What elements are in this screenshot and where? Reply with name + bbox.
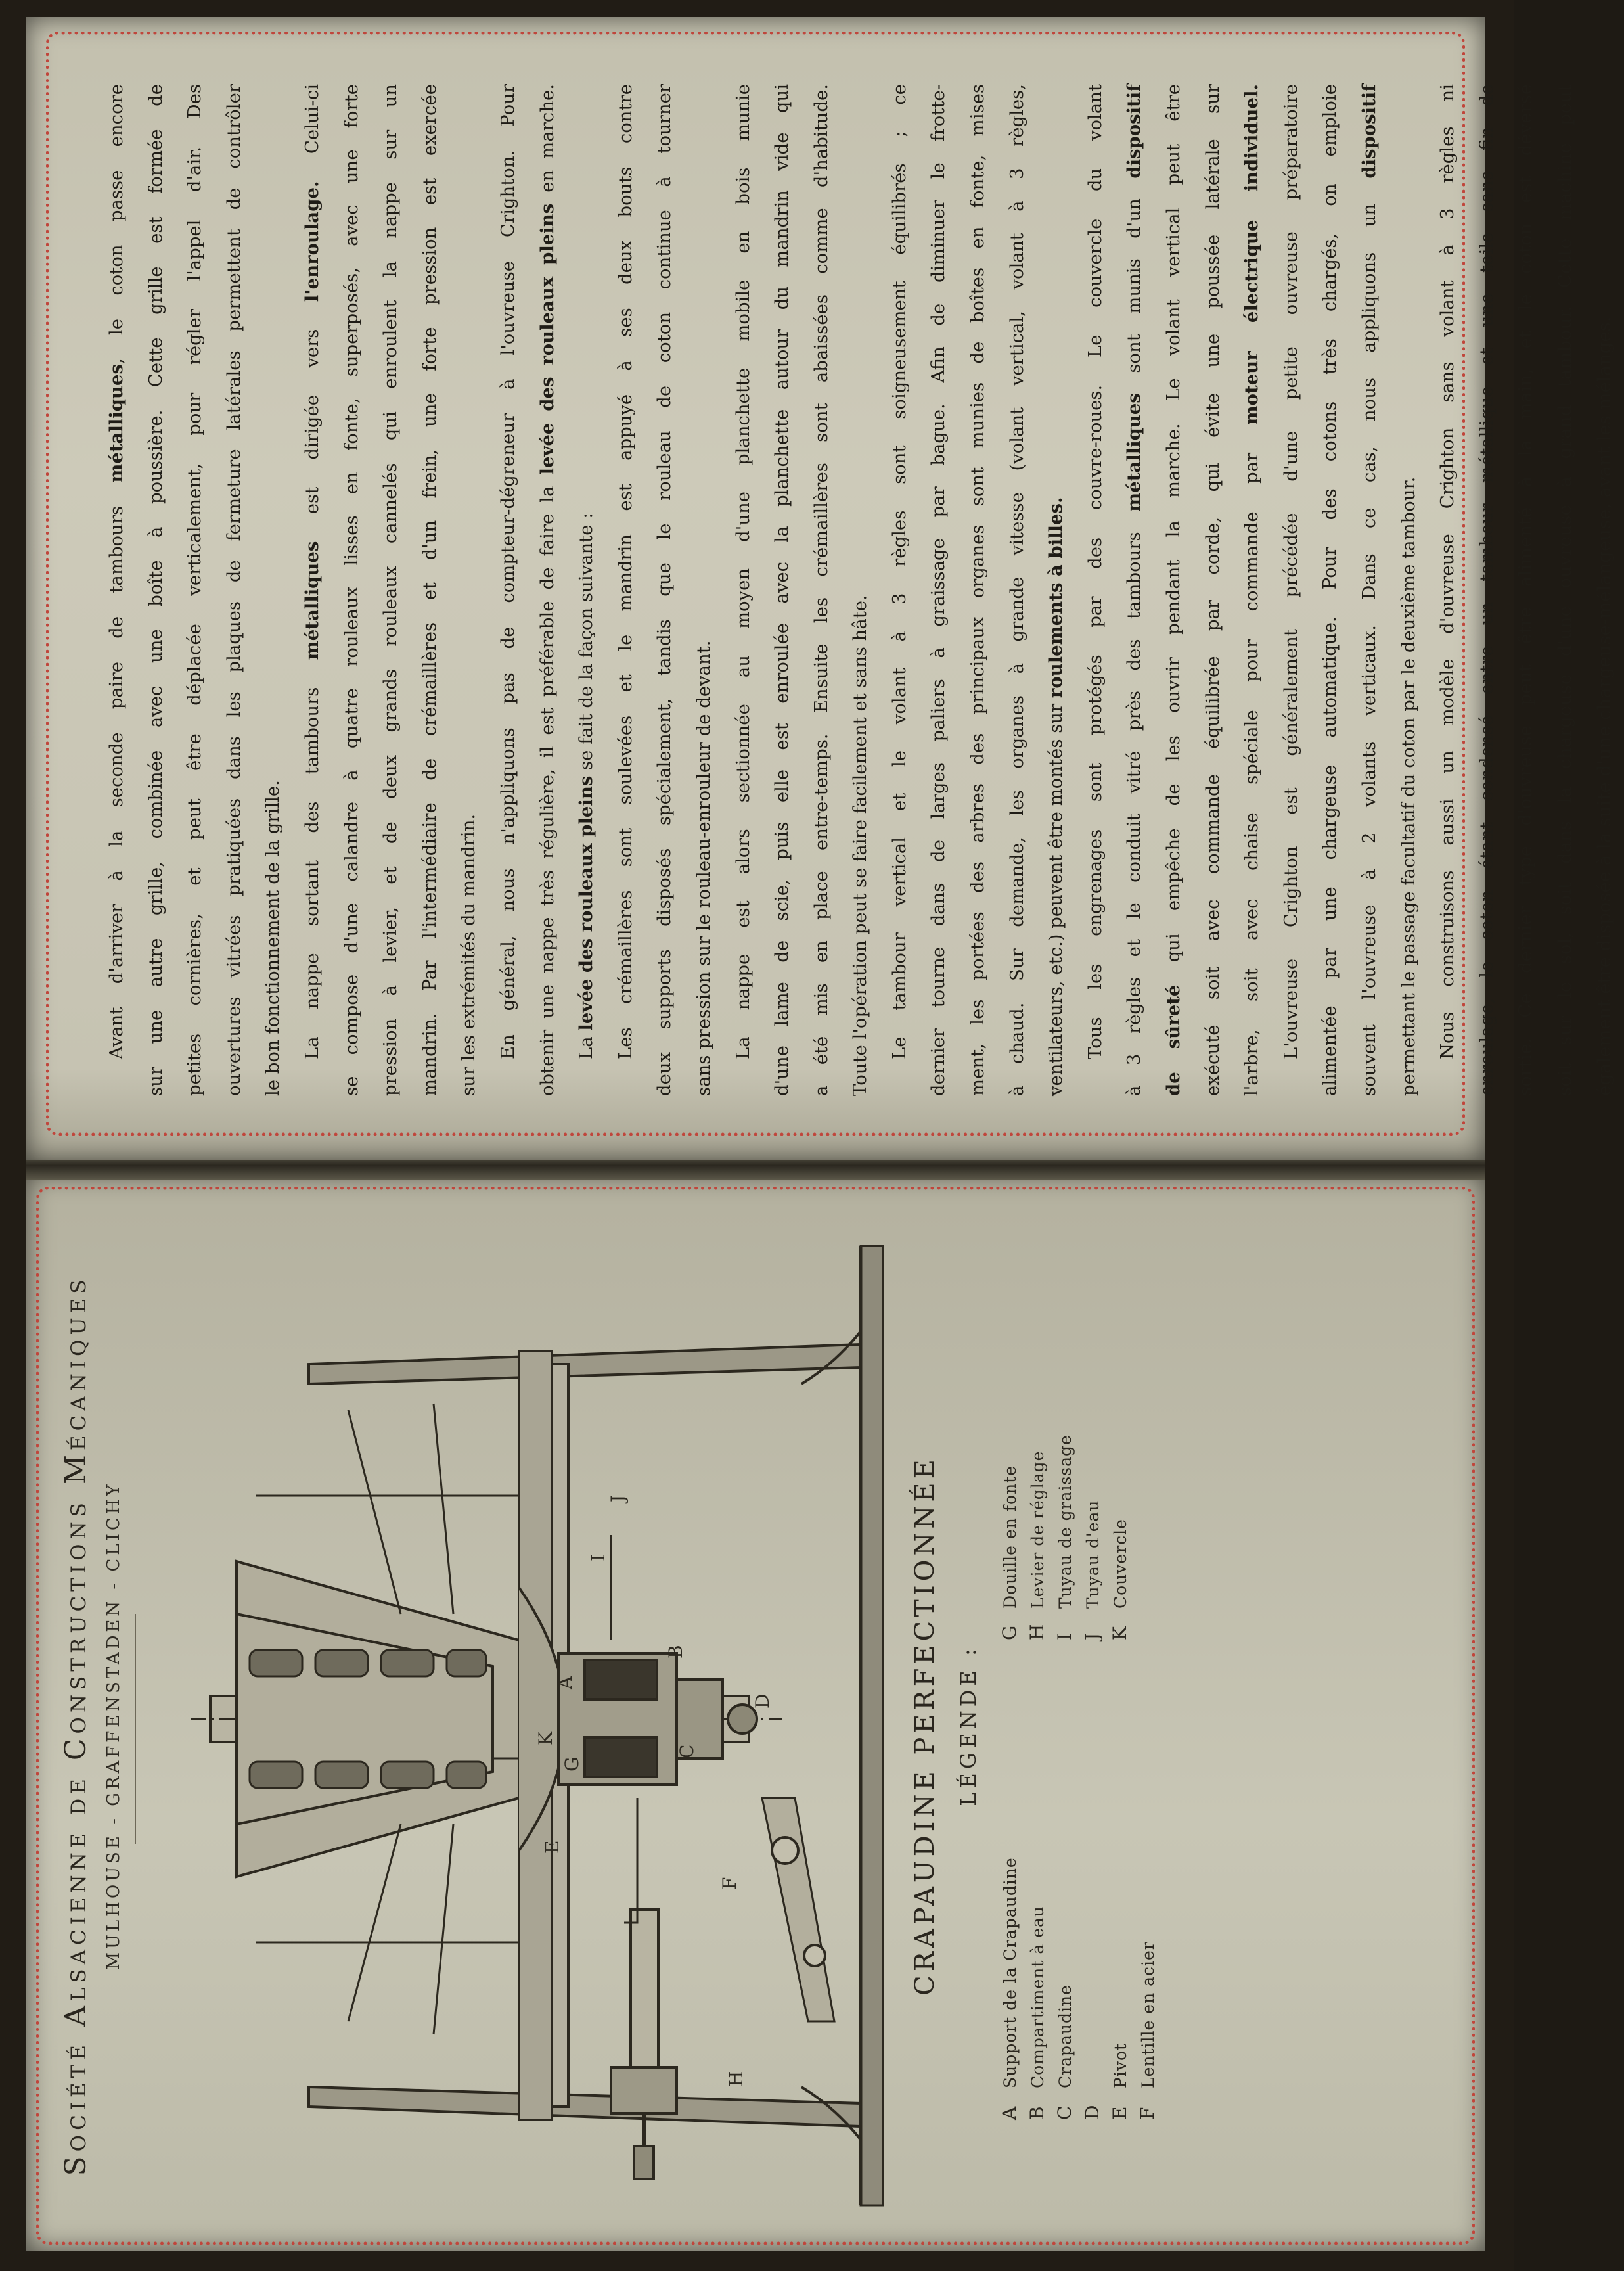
callout-J: J — [607, 1494, 629, 1502]
text-line: sans pression sur le rouleau-enrouleur de devant. — [692, 640, 714, 1096]
legend-text: Crapaudine — [1056, 1984, 1075, 2088]
legend-item — [1081, 1660, 1109, 2120]
text-line: exécuté soit avec commande équilibrée par corde, qui évite une poussée latérale sur — [1202, 84, 1223, 1096]
text-line: obtenir une nappe très régulière, il est préférable de faire la levée des rouleaux pleins en marche. — [536, 84, 558, 1096]
diagram-title: CRAPAUDINE PERFECTIONNÉE — [910, 1456, 940, 1996]
text-line: Tous les engrenages sont protégés par des couvre-roues. Le couvercle du volant — [1084, 84, 1106, 1059]
text-line: de sûreté qui empêche de les ouvrir pendant la marche. Le volant vertical peut être — [1163, 83, 1184, 1096]
floor-slab — [861, 1246, 883, 2205]
legend-item — [999, 1272, 1026, 1640]
text-line: également être disposée à la suite d'une chargeuse-mélangeuse, avant les mélanges. — [1593, 316, 1615, 1096]
text-line: Les crémaillères sont soulevées et le mandrin est appuyé à ses deux bouts contre — [614, 84, 636, 1059]
text-line: sur une autre grille, combinée avec une boîte à poussière. Cette grille est formée de — [145, 84, 166, 1096]
text-line: soit sur le sol, soit dans la chargeuse d'une ouvreuse à grand tambour. Cette machine peut — [1554, 84, 1575, 1096]
legend-text: Support de la Crapaudine — [1001, 1857, 1020, 2088]
text-line: a été mis en place entre-temps. Ensuite les crémaillères sont abaissées comme d'habitude. — [810, 84, 832, 1096]
callout-B: B — [665, 1645, 687, 1659]
text-line: Le tambour vertical et le volant à 3 règles sont soigneusement équilibrés ; ce — [888, 84, 910, 1059]
text-line: souvent l'ouvreuse à 2 volants verticaux. Dans ce cas, nous appliquons un dispositif — [1359, 84, 1380, 1096]
legend-item — [1054, 1660, 1081, 2120]
legend-text: Tuyau de graissage — [1056, 1434, 1075, 1609]
text-line: enroulage, le coton étant condensé entre un tambour métallique et une toile sans fin de — [1476, 84, 1497, 1096]
text-line: sortie. Ce dernier type d'ouvreuse peut être alimenté à la main, et le coton est déversé — [1515, 84, 1537, 1096]
text-line: La nappe sortant des tambours métalliques est dirigée vers l'enroulage. Celui-ci — [301, 84, 323, 1059]
legend-text: Compartiment à eau — [1028, 1905, 1047, 2088]
text-line: dernier tourne dans de larges paliers à graissage par bague. Afin de diminuer le frotte- — [928, 84, 949, 1096]
legend-item — [999, 1660, 1026, 2120]
legend-letter: F — [1137, 2107, 1158, 2120]
legend-letter: K — [1109, 1626, 1131, 1640]
legend-letter: B — [1026, 2106, 1048, 2120]
text-line: le bon fonctionnement de la grille. — [262, 780, 284, 1096]
legend-heading: LÉGENDE : — [956, 1645, 981, 1806]
text-line: se compose d'une calandre à quatre rouleaux lisses en fonte, superposés, avec une forte — [340, 84, 362, 1096]
callout-A: A — [554, 1676, 576, 1689]
legend-letter: H — [1026, 1624, 1048, 1640]
legend-column-left — [999, 1660, 1164, 2120]
body-text — [97, 84, 1624, 1096]
cities-subheader: MULHOUSE - GRAFFENSTADEN - CLICHY — [104, 1481, 124, 1970]
legend-item — [1081, 1272, 1109, 1640]
legend-letter: E — [1109, 2106, 1131, 2120]
legend-item — [1054, 1272, 1081, 1640]
company-header: Société Alsacienne de Constructions Mécaniques — [59, 1275, 93, 2176]
legend-letter: A — [999, 2106, 1020, 2120]
text-line: Nous construisons aussi un modèle d'ouvreuse Crighton sans volant à 3 règles ni — [1437, 84, 1458, 1059]
text-line: petites cornières, et peut être déplacée verticalement, pour régler l'appel d'air. Des — [184, 84, 206, 1096]
callout-I: I — [587, 1553, 609, 1561]
header-divider — [135, 1614, 136, 1844]
legend-text: Couvercle — [1111, 1519, 1130, 1609]
legend-text: Douille en fonte — [1001, 1465, 1020, 1609]
text-line: La nappe est alors sectionnée au moyen d'une planchette mobile en bois munie — [732, 84, 754, 1059]
legend-item — [1026, 1272, 1054, 1640]
legend-text: Tuyau d'eau — [1083, 1500, 1102, 1609]
text-line: d'une lame de scie, puis elle est enroulée avec la planchette autour du mandrin vide qui — [771, 84, 793, 1096]
crapaudine-diagram — [151, 1233, 900, 2218]
text-line: deux supports disposés spécialement, tandis que le rouleau de coton continue à tourner — [654, 84, 675, 1096]
text-line: En général, nous n'appliquons pas de compteur-dégreneur à l'ouvreuse Crighton. Pour — [497, 84, 518, 1059]
legend-item — [1137, 1660, 1164, 2120]
text-line: sur les extrémités du mandrin. — [458, 814, 480, 1096]
text-line: à 3 règles et le conduit vitré près des tambours métalliques sont munis d'un dispositif — [1123, 84, 1145, 1096]
text-line: ment, les portées des arbres des principaux organes sont munies de boîtes en fonte, mises — [967, 84, 989, 1096]
legend-text: Lentille en acier — [1139, 1941, 1158, 2088]
callout-E: E — [541, 1840, 563, 1854]
text-line: La levée des rouleaux pleins se fait de la façon suivante : — [575, 513, 597, 1059]
text-line: L'ouvreuse Crighton est généralement précédée d'une petite ouvreuse préparatoire — [1280, 84, 1301, 1059]
text-line: ventilateurs, etc.) peuvent être montés sur roulements à billes. — [1045, 497, 1067, 1096]
text-line: Toute l'opération peut se faire facilement et sans hâte. — [849, 595, 871, 1096]
legend-text: Pivot — [1111, 2042, 1130, 2088]
legend-letter: J — [1081, 1632, 1103, 1640]
text-line: à chaud. Sur demande, les organes à grande vitesse (volant vertical, volant à 3 règles, — [1006, 84, 1027, 1096]
callout-G: G — [561, 1756, 583, 1772]
legend-item — [1026, 1660, 1054, 2120]
legend-letter: C — [1054, 2105, 1075, 2120]
legend-text: Levier de réglage — [1028, 1450, 1047, 1609]
legend-letter: I — [1054, 1632, 1075, 1640]
callout-H: H — [725, 2071, 747, 2087]
text-line: permettant le passage facultatif du coton par le deuxième tambour. — [1397, 476, 1419, 1096]
callout-F: F — [719, 1877, 740, 1890]
callout-C: C — [676, 1744, 698, 1758]
legend-item — [1109, 1660, 1137, 2120]
text-line: pression à levier, et de deux grands rouleaux cannelés qui enroulent la nappe sur un — [380, 84, 401, 1096]
legend-letter: G — [999, 1625, 1020, 1640]
legend-column-right — [999, 1272, 1137, 1640]
text-line: ouvertures vitrées pratiquées dans les plaques de fermeture latérales permettent de contrôler — [223, 84, 244, 1096]
legend-item — [1109, 1272, 1137, 1640]
legend-letter: D — [1081, 2105, 1103, 2120]
text-line: alimentée par une chargeuse automatique. Pour des cotons très chargés, on emploie — [1319, 84, 1341, 1096]
text-line: l'arbre, soit avec chaise spéciale pour commande par moteur électrique individuel. — [1241, 84, 1263, 1096]
callout-K: K — [535, 1732, 556, 1745]
text-line: Avant d'arriver à la seconde paire de tambours métalliques, le coton passe encore — [106, 84, 127, 1059]
text-line: mandrin. Par l'intermédiaire de crémaillères et d'un frein, une forte pression est exercée — [418, 84, 440, 1096]
callout-D: D — [752, 1693, 773, 1709]
